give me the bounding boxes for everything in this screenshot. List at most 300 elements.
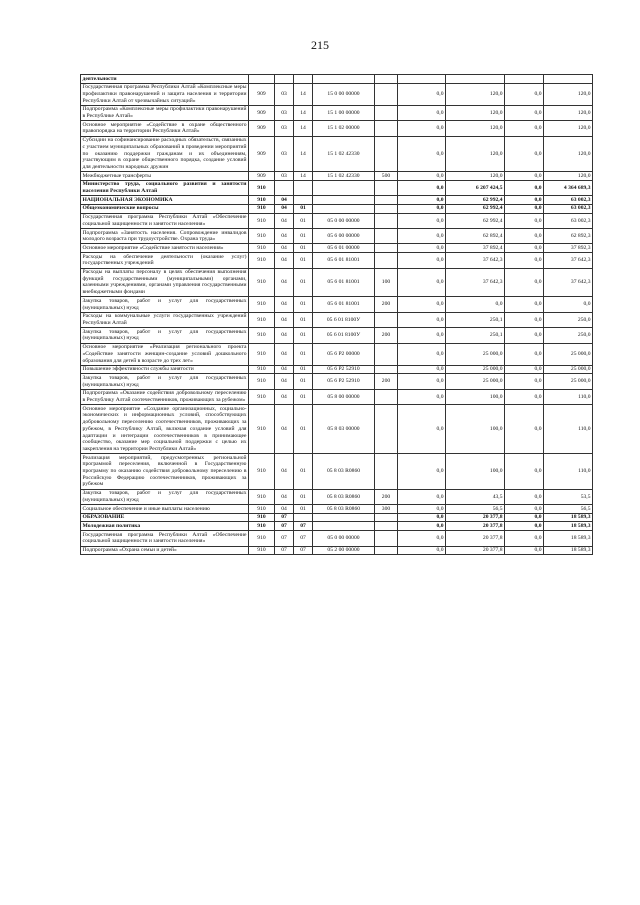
row-code-cell <box>249 75 275 84</box>
row-name-cell: Основное мероприятие «Создание организационных, социально-экономических и информационных условий, способствующих добровольному переселению соотечественников, проживающих за рубежом, в Республику Алтай, включая создание условий для адаптации и интеграции соотечественников в принимающее сообщество, оказание мер социальной поддержки с целью их закрепления на территории Республики Алтай» <box>82 405 247 452</box>
row-amount-2-cell: 120,0 <box>446 136 505 172</box>
row-subsection-cell: 01 <box>294 204 313 213</box>
row-code-cell: 909 <box>249 105 275 120</box>
table-row <box>81 105 593 120</box>
row-target-article-cell <box>313 204 375 213</box>
row-name-cell: Основное мероприятие «Содействие занятости населения» <box>81 244 249 253</box>
row-target-article-cell: 05 6 01 81001 <box>313 268 375 297</box>
table-row <box>81 546 593 555</box>
row-section-cell: 03 <box>275 121 294 136</box>
row-amount-3-cell: 0,0 <box>505 244 544 253</box>
row-subsection-cell: 01 <box>294 505 313 514</box>
row-amount-2-cell: 0,0 <box>446 297 505 312</box>
row-target-article-cell <box>313 513 375 522</box>
row-code-cell: 910 <box>249 213 275 228</box>
row-subsection-cell: 14 <box>294 105 313 120</box>
row-target-article-cell: 05 6 01 00000 <box>313 244 375 253</box>
row-amount-1-cell: 0,0 <box>398 172 446 181</box>
row-code-cell: 910 <box>249 374 275 389</box>
row-expense-type-cell <box>375 136 398 172</box>
row-amount-2-cell: 37 892,4 <box>446 244 505 253</box>
row-code-cell: 909 <box>249 136 275 172</box>
row-amount-4-cell: 18 589,3 <box>544 522 593 531</box>
row-code-cell: 909 <box>249 121 275 136</box>
row-code-cell: 909 <box>249 172 275 181</box>
row-amount-1-cell: 0,0 <box>398 105 446 120</box>
row-code-cell: 910 <box>249 489 275 504</box>
row-name-cell: Повышение эффективности службы занятости <box>81 365 249 374</box>
table-row <box>81 253 593 268</box>
row-target-article-cell: 05 6 01 8100У <box>313 312 375 327</box>
row-target-article-cell <box>313 522 375 531</box>
row-amount-3-cell: 0,0 <box>505 196 544 205</box>
row-section-cell: 03 <box>275 83 294 105</box>
row-section-cell: 07 <box>275 546 294 555</box>
row-amount-2-cell: 62 892,4 <box>446 229 505 244</box>
row-target-article-cell: 15 1 02 42330 <box>313 136 375 172</box>
table-row <box>81 328 593 343</box>
table-row <box>81 229 593 244</box>
row-code-cell: 910 <box>249 268 275 297</box>
row-amount-2-cell <box>446 75 505 84</box>
row-target-article-cell: 05 6 00 00000 <box>313 229 375 244</box>
row-expense-type-cell <box>375 531 398 546</box>
row-amount-3-cell: 0,0 <box>505 83 544 105</box>
row-amount-1-cell: 0,0 <box>398 505 446 514</box>
row-section-cell: 07 <box>275 531 294 546</box>
row-amount-1-cell: 0,0 <box>398 180 446 195</box>
row-target-article-cell: 15 1 00 00000 <box>313 105 375 120</box>
row-section-cell: 04 <box>275 229 294 244</box>
row-target-article-cell: 05 6 P2 52910 <box>313 374 375 389</box>
row-expense-type-cell <box>375 312 398 327</box>
row-code-cell: 910 <box>249 505 275 514</box>
row-amount-4-cell: 37 642,3 <box>544 268 593 297</box>
row-amount-3-cell: 0,0 <box>505 204 544 213</box>
row-expense-type-cell: 200 <box>375 328 398 343</box>
row-amount-4-cell: 120,0 <box>544 83 593 105</box>
row-code-cell: 910 <box>249 244 275 253</box>
row-amount-2-cell: 100,0 <box>446 454 505 490</box>
table-row <box>81 365 593 374</box>
row-amount-2-cell: 62 992,4 <box>446 204 505 213</box>
row-expense-type-cell <box>375 454 398 490</box>
row-expense-type-cell <box>375 405 398 454</box>
row-name-cell: деятельности <box>81 75 249 84</box>
row-amount-1-cell: 0,0 <box>398 83 446 105</box>
row-code-cell: 910 <box>249 513 275 522</box>
row-amount-2-cell: 120,0 <box>446 105 505 120</box>
row-section-cell: 04 <box>275 489 294 504</box>
row-amount-3-cell: 0,0 <box>505 513 544 522</box>
row-amount-4-cell: 53,5 <box>544 489 593 504</box>
row-amount-2-cell: 20 377,8 <box>446 546 505 555</box>
row-amount-3-cell: 0,0 <box>505 253 544 268</box>
table-row <box>81 505 593 514</box>
row-amount-3-cell: 0,0 <box>505 389 544 404</box>
row-target-article-cell: 05 0 00 00000 <box>313 213 375 228</box>
row-amount-1-cell: 0,0 <box>398 546 446 555</box>
row-target-article-cell: 05 6 01 81001 <box>313 253 375 268</box>
row-section-cell: 04 <box>275 196 294 205</box>
row-subsection-cell: 07 <box>294 522 313 531</box>
table-row <box>81 522 593 531</box>
row-name-cell: Реализация мероприятий, предусмотренных региональной программой переселения, включенной в Государственную программу по оказанию содействия добровольному переселению в Российскую Федерацию соотечественников, проживающих за рубежом <box>82 454 247 488</box>
row-amount-1-cell: 0,0 <box>398 522 446 531</box>
row-expense-type-cell <box>375 83 398 105</box>
row-subsection-cell <box>294 196 313 205</box>
table-row <box>81 374 593 389</box>
row-subsection-cell: 01 <box>294 389 313 404</box>
row-name-cell: Общеэкономические вопросы <box>81 204 249 213</box>
row-section-cell: 03 <box>275 172 294 181</box>
row-amount-2-cell: 37 642,3 <box>446 268 505 297</box>
row-amount-3-cell <box>505 75 544 84</box>
row-amount-4-cell: 120,0 <box>544 121 593 136</box>
row-amount-1-cell: 0,0 <box>398 213 446 228</box>
row-amount-1-cell: 0,0 <box>398 513 446 522</box>
row-name-cell: Подпрограмма «Оказание содействия добровольному переселению в Республику Алтай соотечественников, проживающих за рубежом» <box>82 390 247 404</box>
row-target-article-cell <box>313 180 375 195</box>
table-row <box>81 513 593 522</box>
row-amount-4-cell: 0,0 <box>544 297 593 312</box>
row-subsection-cell: 01 <box>294 454 313 490</box>
row-amount-4-cell: 63 002,3 <box>544 196 593 205</box>
row-amount-2-cell: 37 642,3 <box>446 253 505 268</box>
row-target-article-cell: 05 0 00 00000 <box>313 531 375 546</box>
row-code-cell: 910 <box>249 229 275 244</box>
row-amount-4-cell: 18 589,3 <box>544 531 593 546</box>
row-subsection-cell: 01 <box>294 312 313 327</box>
row-amount-1-cell: 0,0 <box>398 204 446 213</box>
row-code-cell: 910 <box>249 180 275 195</box>
row-subsection-cell: 01 <box>294 328 313 343</box>
row-name-cell: Государственная программа Республики Алтай «Обеспечение социальной защищенности и занятости населения» <box>82 531 247 545</box>
row-section-cell: 04 <box>275 405 294 454</box>
row-amount-2-cell: 100,0 <box>446 389 505 404</box>
row-subsection-cell: 01 <box>294 213 313 228</box>
row-amount-1-cell: 0,0 <box>398 365 446 374</box>
row-amount-2-cell: 25 000,0 <box>446 343 505 365</box>
row-target-article-cell <box>313 75 375 84</box>
row-expense-type-cell <box>375 522 398 531</box>
row-amount-3-cell: 0,0 <box>505 489 544 504</box>
budget-table <box>80 74 593 555</box>
table-row <box>81 180 593 195</box>
row-expense-type-cell <box>375 546 398 555</box>
row-amount-2-cell: 20 377,8 <box>446 531 505 546</box>
row-name-cell: Основное мероприятие «Содействие в охране общественного правопорядка на территории Республики Алтай» <box>82 121 247 135</box>
row-code-cell: 910 <box>249 522 275 531</box>
row-amount-1-cell: 0,0 <box>398 136 446 172</box>
row-name-cell: Молодежная политика <box>81 522 249 531</box>
row-code-cell: 910 <box>249 389 275 404</box>
table-row <box>81 121 593 136</box>
row-target-article-cell: 15 0 00 00000 <box>313 83 375 105</box>
row-expense-type-cell <box>375 105 398 120</box>
row-section-cell: 04 <box>275 204 294 213</box>
row-amount-3-cell: 0,0 <box>505 531 544 546</box>
row-expense-type-cell <box>375 244 398 253</box>
row-amount-1-cell: 0,0 <box>398 312 446 327</box>
row-amount-1-cell: 0,0 <box>398 328 446 343</box>
row-subsection-cell <box>294 513 313 522</box>
row-amount-1-cell: 0,0 <box>398 389 446 404</box>
row-target-article-cell: 05 6 01 81001 <box>313 297 375 312</box>
row-code-cell: 910 <box>249 297 275 312</box>
row-name-cell: Министерство труда, социального развития и занятости населения Республики Алтай <box>82 181 247 195</box>
row-amount-4-cell: 110,0 <box>544 405 593 454</box>
row-subsection-cell: 07 <box>294 546 313 555</box>
row-expense-type-cell: 200 <box>375 374 398 389</box>
row-target-article-cell: 05 8 03 R0860 <box>313 505 375 514</box>
row-target-article-cell: 05 6 P2 00000 <box>313 343 375 365</box>
row-amount-3-cell: 0,0 <box>505 405 544 454</box>
row-expense-type-cell <box>375 213 398 228</box>
row-amount-2-cell: 250,1 <box>446 328 505 343</box>
row-subsection-cell: 01 <box>294 374 313 389</box>
table-row <box>81 268 593 297</box>
row-amount-1-cell: 0,0 <box>398 244 446 253</box>
row-amount-3-cell: 0,0 <box>505 328 544 343</box>
row-section-cell: 04 <box>275 374 294 389</box>
row-name-cell: Государственная программа Республики Алтай «Комплексные меры профилактики правонарушений и защита населения и территории Республики Алтай от чрезвычайных ситуаций» <box>82 84 247 104</box>
table-row <box>81 75 593 84</box>
row-amount-2-cell: 120,0 <box>446 172 505 181</box>
row-expense-type-cell <box>375 75 398 84</box>
table-row <box>81 489 593 504</box>
row-amount-1-cell: 0,0 <box>398 253 446 268</box>
row-amount-1-cell: 0,0 <box>398 268 446 297</box>
row-amount-2-cell: 120,0 <box>446 121 505 136</box>
row-amount-2-cell: 25 000,0 <box>446 374 505 389</box>
row-amount-2-cell: 120,0 <box>446 83 505 105</box>
row-section-cell: 04 <box>275 343 294 365</box>
row-amount-4-cell: 56,5 <box>544 505 593 514</box>
table-row <box>81 83 593 105</box>
row-section-cell <box>275 180 294 195</box>
row-amount-2-cell: 56,5 <box>446 505 505 514</box>
row-section-cell: 04 <box>275 297 294 312</box>
table-row <box>81 244 593 253</box>
table-row <box>81 136 593 172</box>
row-amount-4-cell: 37 892,3 <box>544 244 593 253</box>
row-amount-3-cell: 0,0 <box>505 505 544 514</box>
row-name-cell: Закупка товаров, работ и услуг для государственных (муниципальных) нужд <box>82 297 247 311</box>
row-amount-4-cell: 25 000,0 <box>544 343 593 365</box>
row-amount-4-cell: 110,0 <box>544 454 593 490</box>
row-amount-3-cell: 0,0 <box>505 121 544 136</box>
row-name-cell: Подпрограмма «Охрана семьи и детей» <box>81 546 249 555</box>
row-amount-2-cell: 20 377,8 <box>446 513 505 522</box>
row-amount-3-cell: 0,0 <box>505 546 544 555</box>
row-amount-4-cell: 25 000,0 <box>544 374 593 389</box>
row-amount-4-cell <box>544 75 593 84</box>
row-amount-3-cell: 0,0 <box>505 213 544 228</box>
row-amount-1-cell: 0,0 <box>398 374 446 389</box>
row-subsection-cell: 01 <box>294 229 313 244</box>
row-name-cell: Расходы на обеспечение деятельности (оказание услуг) государственных учреждений <box>82 253 247 267</box>
row-amount-3-cell: 0,0 <box>505 454 544 490</box>
row-code-cell: 910 <box>249 531 275 546</box>
row-expense-type-cell <box>375 121 398 136</box>
row-subsection-cell: 01 <box>294 405 313 454</box>
row-code-cell: 910 <box>249 365 275 374</box>
row-target-article-cell: 05 2 00 00000 <box>313 546 375 555</box>
row-section-cell: 04 <box>275 312 294 327</box>
row-code-cell: 910 <box>249 328 275 343</box>
row-expense-type-cell <box>375 229 398 244</box>
row-amount-3-cell: 0,0 <box>505 180 544 195</box>
row-amount-4-cell: 120,0 <box>544 172 593 181</box>
row-subsection-cell: 01 <box>294 297 313 312</box>
row-amount-2-cell: 20 377,8 <box>446 522 505 531</box>
table-row <box>81 454 593 490</box>
row-subsection-cell: 14 <box>294 121 313 136</box>
row-amount-4-cell: 4 364 689,3 <box>544 180 593 195</box>
row-subsection-cell: 01 <box>294 268 313 297</box>
row-subsection-cell: 14 <box>294 136 313 172</box>
row-name-cell: Закупка товаров, работ и услуг для государственных (муниципальных) нужд <box>82 374 247 388</box>
row-amount-4-cell: 120,0 <box>544 136 593 172</box>
row-amount-2-cell: 62 992,4 <box>446 196 505 205</box>
row-name-cell: Социальное обеспечение и иные выплаты населению <box>81 505 249 514</box>
row-section-cell: 04 <box>275 268 294 297</box>
row-expense-type-cell <box>375 389 398 404</box>
row-section-cell: 04 <box>275 365 294 374</box>
row-name-cell: Расходы на коммунальные услуги государственных учреждений Республики Алтай <box>82 313 247 326</box>
row-amount-1-cell: 0,0 <box>398 405 446 454</box>
row-target-article-cell: 05 8 03 R0860 <box>313 454 375 490</box>
row-amount-4-cell: 18 589,3 <box>544 513 593 522</box>
table-row <box>81 204 593 213</box>
row-amount-3-cell: 0,0 <box>505 172 544 181</box>
row-name-cell: Закупка товаров, работ и услуг для государственных (муниципальных) нужд <box>82 490 247 503</box>
row-subsection-cell: 07 <box>294 531 313 546</box>
row-amount-3-cell: 0,0 <box>505 229 544 244</box>
row-expense-type-cell <box>375 204 398 213</box>
row-expense-type-cell: 500 <box>375 172 398 181</box>
row-amount-1-cell: 0,0 <box>398 297 446 312</box>
row-expense-type-cell: 200 <box>375 489 398 504</box>
row-section-cell: 04 <box>275 253 294 268</box>
row-target-article-cell: 05 8 03 00000 <box>313 405 375 454</box>
row-name-cell: Межбюджетные трансферты <box>81 172 249 181</box>
row-amount-2-cell: 62 992,4 <box>446 213 505 228</box>
row-target-article-cell <box>313 196 375 205</box>
row-amount-1-cell: 0,0 <box>398 121 446 136</box>
row-subsection-cell: 14 <box>294 83 313 105</box>
row-amount-4-cell: 250,0 <box>544 312 593 327</box>
table-row <box>81 531 593 546</box>
page-number: 215 <box>311 38 329 52</box>
row-code-cell: 909 <box>249 83 275 105</box>
row-subsection-cell <box>294 75 313 84</box>
row-code-cell: 910 <box>249 405 275 454</box>
row-code-cell: 910 <box>249 204 275 213</box>
row-amount-1-cell: 0,0 <box>398 489 446 504</box>
row-amount-4-cell: 250,0 <box>544 328 593 343</box>
row-amount-1-cell: 0,0 <box>398 531 446 546</box>
row-name-cell: Подпрограмма «Комплексные меры профилактики правонарушений в Республике Алтай» <box>82 106 247 120</box>
table-row <box>81 312 593 327</box>
row-target-article-cell: 05 8 00 00000 <box>313 389 375 404</box>
row-code-cell: 910 <box>249 253 275 268</box>
row-amount-1-cell <box>398 75 446 84</box>
row-name-cell: ОБРАЗОВАНИЕ <box>81 513 249 522</box>
row-section-cell: 04 <box>275 244 294 253</box>
row-amount-3-cell: 0,0 <box>505 105 544 120</box>
row-amount-2-cell: 43,5 <box>446 489 505 504</box>
row-amount-3-cell: 0,0 <box>505 343 544 365</box>
row-amount-1-cell: 0,0 <box>398 454 446 490</box>
row-name-cell: Закупка товаров, работ и услуг для государственных (муниципальных) нужд <box>82 328 247 342</box>
row-amount-2-cell: 250,1 <box>446 312 505 327</box>
row-amount-2-cell: 25 000,0 <box>446 365 505 374</box>
row-section-cell: 04 <box>275 389 294 404</box>
row-amount-4-cell: 18 589,3 <box>544 546 593 555</box>
row-subsection-cell <box>294 180 313 195</box>
row-target-article-cell: 05 6 01 8100У <box>313 328 375 343</box>
row-code-cell: 910 <box>249 546 275 555</box>
row-subsection-cell: 01 <box>294 253 313 268</box>
row-section-cell: 03 <box>275 136 294 172</box>
row-target-article-cell: 15 1 02 00000 <box>313 121 375 136</box>
row-expense-type-cell <box>375 180 398 195</box>
table-row <box>81 213 593 228</box>
row-amount-3-cell: 0,0 <box>505 136 544 172</box>
row-amount-3-cell: 0,0 <box>505 522 544 531</box>
row-target-article-cell: 05 8 03 R0860 <box>313 489 375 504</box>
row-expense-type-cell: 200 <box>375 297 398 312</box>
row-amount-4-cell: 63 002,3 <box>544 213 593 228</box>
row-section-cell: 04 <box>275 213 294 228</box>
row-section-cell: 04 <box>275 454 294 490</box>
row-subsection-cell: 01 <box>294 244 313 253</box>
row-code-cell: 910 <box>249 196 275 205</box>
row-amount-3-cell: 0,0 <box>505 374 544 389</box>
row-amount-3-cell: 0,0 <box>505 297 544 312</box>
row-name-cell: Подпрограмма «Занятость населения. Сопровождение инвалидов молодого возраста при трудоустройстве. Охрана труда» <box>82 229 247 243</box>
table-row <box>81 343 593 365</box>
row-expense-type-cell: 300 <box>375 505 398 514</box>
row-name-cell: НАЦИОНАЛЬНАЯ ЭКОНОМИКА <box>81 196 249 205</box>
row-subsection-cell: 14 <box>294 172 313 181</box>
table-row <box>81 172 593 181</box>
row-subsection-cell: 01 <box>294 489 313 504</box>
row-amount-3-cell: 0,0 <box>505 312 544 327</box>
row-code-cell: 910 <box>249 343 275 365</box>
row-expense-type-cell <box>375 513 398 522</box>
row-name-cell: Основное мероприятие «Реализация регионального проекта «Содействие занятости женщин-создание условий дошкольного образования для детей в возрасте до трех лет» <box>82 344 247 364</box>
table-row <box>81 196 593 205</box>
row-expense-type-cell <box>375 196 398 205</box>
row-expense-type-cell: 100 <box>375 268 398 297</box>
row-section-cell: 07 <box>275 513 294 522</box>
row-expense-type-cell <box>375 365 398 374</box>
row-amount-4-cell: 62 892,3 <box>544 229 593 244</box>
row-subsection-cell: 01 <box>294 343 313 365</box>
row-section-cell: 03 <box>275 105 294 120</box>
row-section-cell <box>275 75 294 84</box>
row-code-cell: 910 <box>249 312 275 327</box>
row-subsection-cell: 01 <box>294 365 313 374</box>
row-amount-3-cell: 0,0 <box>505 365 544 374</box>
row-amount-1-cell: 0,0 <box>398 229 446 244</box>
row-amount-2-cell: 6 207 424,5 <box>446 180 505 195</box>
row-target-article-cell: 05 6 P2 52910 <box>313 365 375 374</box>
budget-table-body <box>81 75 593 555</box>
